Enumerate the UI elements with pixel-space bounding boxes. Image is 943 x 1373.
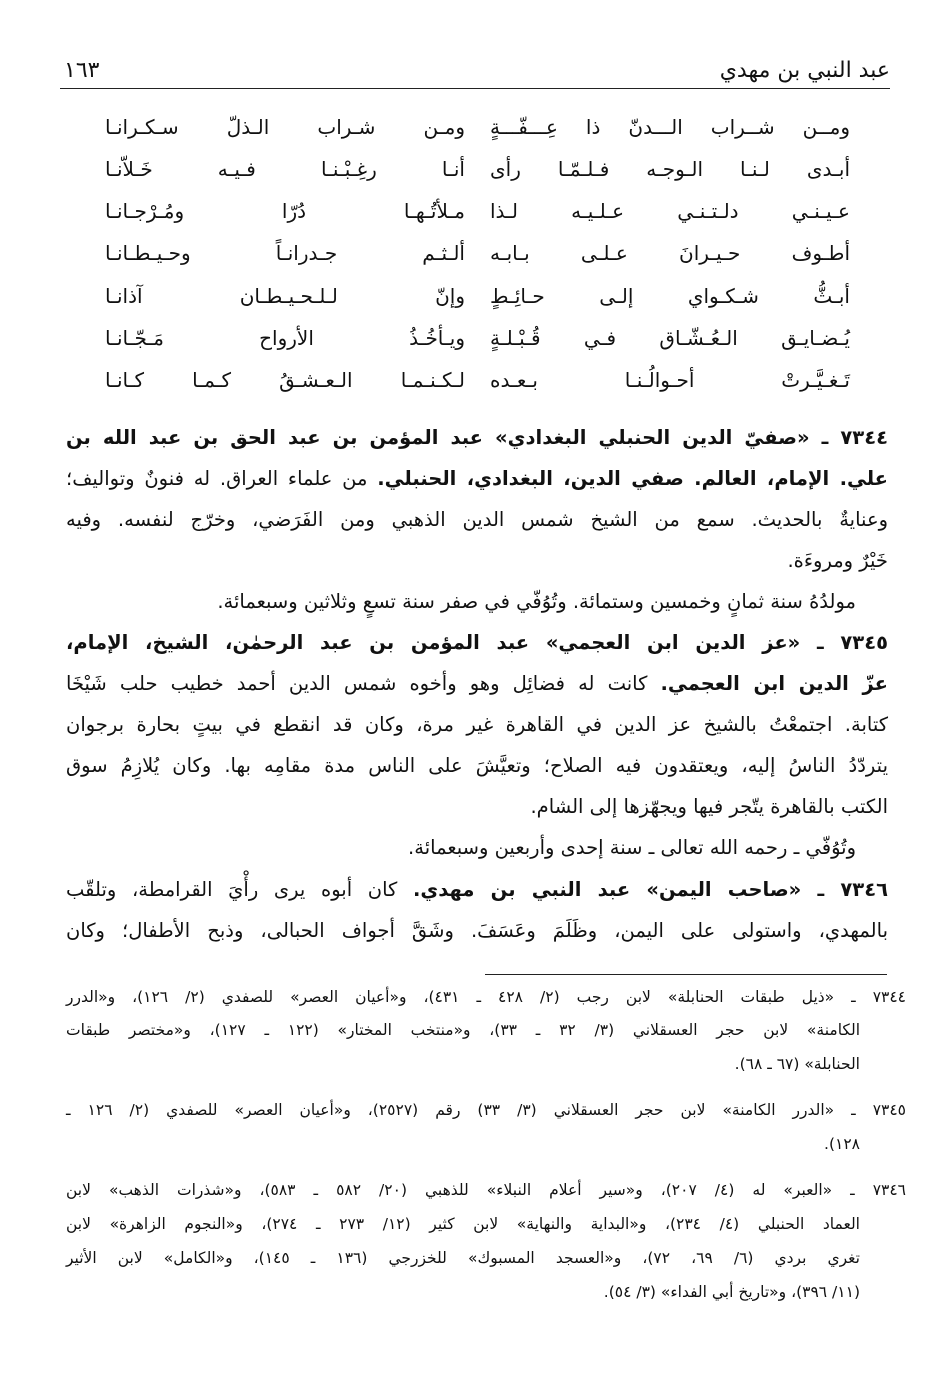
entry-heading: ٧٣٤٤ ـ «صفيّ الدين الحنبلي البغدادي» عبد المؤمن بن عبد الحق بن عبد الله بن [66, 426, 888, 449]
line-text: خَيْرٌ ومروءَة. [787, 549, 888, 572]
entry-heading: عزّ الدين ابن العجمي. [660, 672, 888, 695]
line-text: وعنايةٌ بالحديث. سمع من الشيخ شمس الدين الذهبي ومن الفَرَضي، وخرّج لنفسه. وفيه [66, 508, 888, 531]
body-line [66, 467, 888, 501]
body-line [66, 836, 856, 870]
verse-first-hemistich: أبـثُّ شـكـواي إلـى حـائِـطٍ [490, 284, 850, 308]
body-line [66, 426, 888, 460]
body-line [66, 549, 888, 583]
line-text: كان أبوه يرى رأْيَ القرامطة، وتلقّب [66, 878, 413, 901]
verse-second-hemistich: وإنّ لـلـحـيـطـان آذانـا [105, 284, 465, 308]
footnote-line: الحنابلة» (٦٧ ـ ٦٨). [734, 1055, 860, 1073]
line-text: مولدُهُ سنة ثمانٍ وخمسين وستمائة. وتُوُفّي في صفر سنة تسعٍ وثلاثين وسبعمائة. [217, 590, 856, 613]
running-title: عبد النبي بن مهدي [719, 58, 890, 83]
footnote-line: الكامنة» لابن حجر العسقلاني (٣/ ٣٢ ـ ٣٣)، و«منتخب المختار» (١٢٢ ـ ١٢٧)، و«مختصر طبقات [66, 1021, 861, 1039]
verse-second-hemistich: لـكـنـمـا الـعـشـقُ كـمـا كـانـا [105, 368, 465, 392]
line-text: وتُوُفّي ـ رحمه الله تعالى ـ سنة إحدى وأربعين وسبعمائة. [408, 836, 856, 859]
line-text: الكتب بالقاهرة يتّجر فيها ويجهّزها إلى الشام. [530, 795, 888, 818]
body-line [66, 508, 888, 542]
footnote-line: (١١/ ٣٩٦)، و«تاريخ أبي الفداء» (٣/ ٥٤). [603, 1283, 860, 1301]
footnote-line: ٧٣٤٥ ـ «الدرر الكامنة» لابن حجر العسقلاني (٣/ ٣٣) رقم (٢٥٢٧)، و«أعيان العصر» للصفدي (٢/ ١٢٦ ـ [66, 1101, 906, 1119]
line-text: يتردّدُ الناسُ إليه، ويعتقدون فيه الصلاح؛ وتعيَّشَ على الناس مدة مقامِه بها. وكان يُلازِمُ سوق [66, 754, 888, 777]
footnote-line: ١٢٨). [824, 1135, 860, 1153]
verse-second-hemistich: ألـثـم جـدرانـاً وحـيـطـانـا [105, 241, 465, 265]
page-number: ١٦٣ [64, 58, 100, 83]
entry-heading: علي. الإمام، العالم. صفي الدين، البغدادي، الحنبلي. [377, 467, 888, 490]
footnote-line: تغري بردي (٦/ ٦٩، ٧٢)، و«العسجد المسبوك» للخزرجي (١٣٦ ـ ١٤٥)، و«الكامل» لابن الأثير [66, 1249, 860, 1267]
footnote-separator [485, 974, 887, 975]
line-text: كانت له فضائِل وهو وأخوه شمس الدين أحمد خطيب حلب شَيْخَا [66, 672, 661, 695]
body-line [66, 795, 888, 829]
verse-first-hemistich: أطـوف حـيـرانَ عـلـى بـابـه [490, 241, 850, 265]
footnote-line: ٧٣٤٦ ـ «العبر» له (٤/ ٢٠٧)، و«سير أعلام النبلاء» للذهبي (٢٠/ ٥٨٢ ـ ٥٨٣)، و«شذرات الذهب» لابن [66, 1181, 906, 1199]
body-line [66, 878, 888, 912]
verse-second-hemistich: مـلأتُـهـا دُرّا ومُـرْجـانـا [105, 199, 465, 223]
verse-second-hemistich: ومـن شـراب الـذلّ سـكـرانـا [105, 115, 465, 139]
entry-heading: ٧٣٤٦ ـ «صاحب اليمن» عبد النبي بن مهدي. [412, 878, 888, 901]
body-line [66, 672, 888, 706]
verse-first-hemistich: تَـغـيَّـرتْ أحـوالُـنـا بـعـده [490, 368, 850, 392]
line-text: بالمهدي، واستولى على اليمن، وظَلَمَ وعَسَفَ. وشَقَّ أجواف الحبالى، وذبح الأطفال؛ وكان [66, 919, 888, 942]
verse-first-hemistich: يُـضـايـق الـعُـشّـاق فـي قُـبْـلـةٍ [490, 326, 850, 350]
body-line [66, 713, 888, 747]
verse-second-hemistich: ويـأخُـذُ الأرواح مَـجّـانـا [105, 326, 465, 350]
footnote-line: العماد الحنبلي (٤/ ٢٣٤)، و«البداية والنهاية» لابن كثير (١٢/ ٢٧٣ ـ ٢٧٤)، و«النجوم الزاهرة» لابن [66, 1215, 860, 1233]
body-line [66, 919, 888, 953]
verse-second-hemistich: أنـا رغِـبْـنـا فـيـه خَـلاّنـا [105, 157, 465, 181]
verse-first-hemistich: ومــن شــراب الـــدنّ ذا عِـــفّـــةٍ [490, 115, 850, 139]
line-text: من علماء العراق. له فنونٌ وتواليف؛ [66, 467, 378, 490]
body-line [66, 631, 888, 665]
running-header [60, 52, 890, 89]
verse-first-hemistich: عـيـنـي دلـتـنـي عـلـيـه لـذا [490, 199, 850, 223]
footnote-line: ٧٣٤٤ ـ «ذيل طبقات الحنابلة» لابن رجب (٢/ ٤٢٨ ـ ٤٣١)، و«أعيان العصر» للصفدي (٢/ ١٢٦)، و«الدرر [66, 988, 906, 1006]
body-line [66, 754, 888, 788]
line-text: كتابة. اجتمعْتُ بالشيخ عز الدين في القاهرة غير مرة، وكان قد انقطع في بيتٍ بحارة برجوان [66, 713, 888, 736]
body-line [66, 590, 856, 624]
entry-heading: ٧٣٤٥ ـ «عز الدين ابن العجمي» عبد المؤمن بن عبد الرحمٰن، الشيخ، الإمام، [66, 631, 888, 654]
verse-first-hemistich: أبـدى لـنـا الـوجـه فـلـمّـا رأى [490, 157, 850, 181]
